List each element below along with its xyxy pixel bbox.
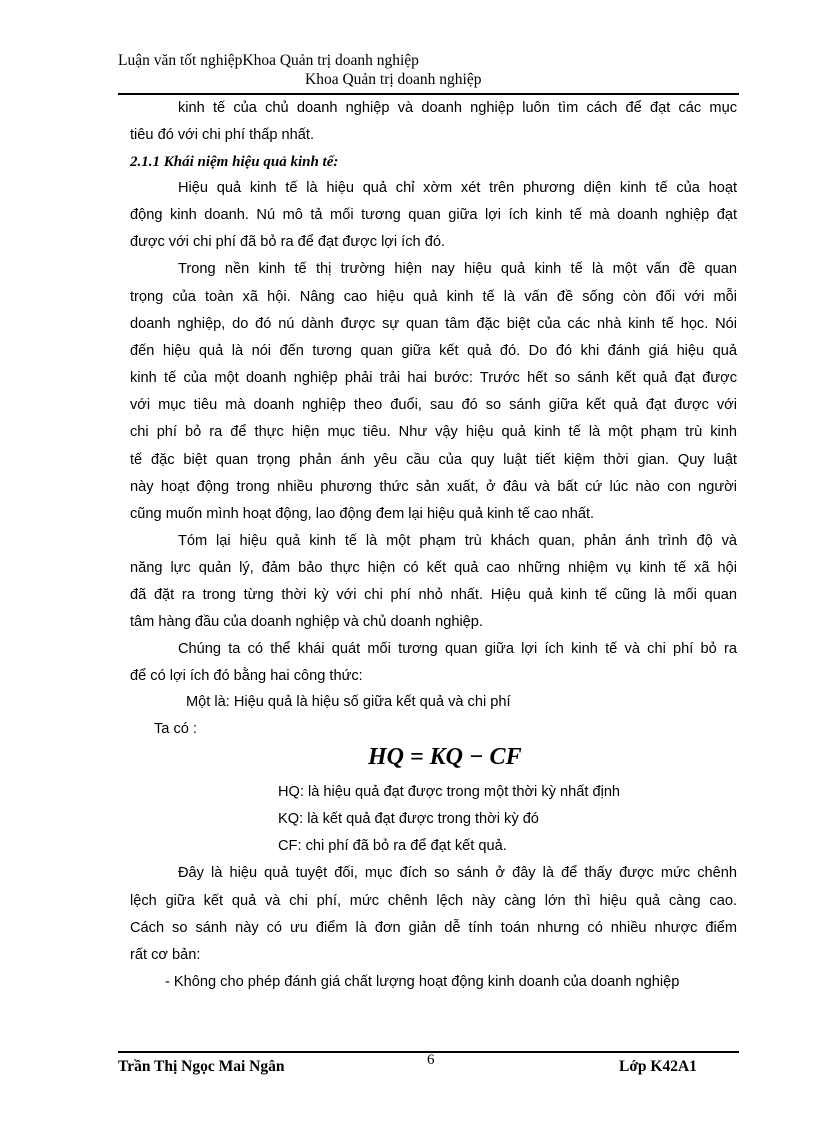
paragraph-line: năng lực quản lý, đảm bảo thực hiện có kết quả cao những nhiệm vụ kinh tế xã hội bbox=[130, 560, 737, 576]
paragraph-line: cũng muốn mình hoạt động, lao động đem lại hiệu quả kinh tế cao nhất. bbox=[130, 506, 595, 522]
paragraph-line: Trong nền kinh tế thị trường hiện nay hiệu quả kinh tế là một vấn đề quan bbox=[178, 261, 737, 277]
paragraph-line: đã đặt ra trong từng thời kỳ với chi phí nhỏ nhất. Hiệu quả kinh tế cũng là mối quan bbox=[130, 587, 737, 603]
paragraph-line: Cách so sánh này có ưu điểm là đơn giản dễ tính toán nhưng có nhiều nhược điểm bbox=[130, 920, 737, 936]
paragraph-line: doanh nghiệp, do đó nú dành được sự quan tâm đặc biệt của các nhà kinh tế học. Nói bbox=[130, 316, 737, 332]
paragraph-line: tế đặc biệt quan trọng phản ánh yêu cầu của quy luật tiết kiệm thời gian. Quy luật bbox=[130, 452, 737, 468]
paragraph-line: Chúng ta có thể khái quát mối tương quan giữa lợi ích kinh tế và chi phí bỏ ra bbox=[178, 641, 737, 657]
section-heading: 2.1.1 Khái niệm hiệu quả kinh tế: bbox=[130, 154, 339, 170]
header-rule bbox=[118, 93, 739, 95]
footer-author: Trần Thị Ngọc Mai Ngân bbox=[118, 1058, 285, 1075]
paragraph-line: Đây là hiệu quả tuyệt đối, mục đích so sánh ở đây là để thấy được mức chênh bbox=[178, 865, 737, 881]
definition-line: KQ: là kết quả đạt được trong thời kỳ đó bbox=[278, 811, 539, 827]
bullet-line: - Không cho phép đánh giá chất lượng hoạt động kinh doanh của doanh nghiệp bbox=[165, 974, 680, 990]
paragraph-line: kinh tế của một doanh nghiệp phải trải hai bước: Trước hết so sánh kết quả đạt được bbox=[130, 370, 737, 386]
paragraph-line: động kinh doanh. Nú mô tả mối tương quan giữa lợi ích kinh tế mà doanh nghiệp đạt bbox=[130, 207, 737, 223]
paragraph-line: rất cơ bản: bbox=[130, 947, 201, 963]
paragraph-line: trọng của toàn xã hội. Nâng cao hiệu quả kinh tế là vấn đề sống còn đối với mỗi bbox=[130, 289, 737, 305]
paragraph-line: được với chi phí đã bỏ ra để đạt được lợi ích đó. bbox=[130, 234, 445, 250]
paragraph-line: để có lợi ích đó bằng hai công thức: bbox=[130, 668, 363, 684]
paragraph-line: tâm hàng đầu của doanh nghiệp và chủ doanh nghiệp. bbox=[130, 614, 483, 630]
paragraph-line: lệch giữa kết quả và chi phí, mức chênh lệch này càng lớn thì hiệu quả càng cao. bbox=[130, 893, 737, 909]
paragraph-line: tiêu đó với chi phí thấp nhất. bbox=[130, 127, 315, 143]
header-line-1: Luận văn tốt nghiệpKhoa Quản trị doanh nghiệp bbox=[118, 52, 419, 69]
paragraph-line: Tóm lại hiệu quả kinh tế là một phạm trù khách quan, phản ánh trình độ và bbox=[178, 533, 737, 549]
paragraph-line: đến hiệu quả là nói đến tương quan giữa kết quả đó. Do đó khi đánh giá hiệu quả bbox=[130, 343, 737, 359]
header-line-2: Khoa Quản trị doanh nghiệp bbox=[305, 71, 482, 88]
formula: HQ = KQ − CF bbox=[368, 744, 522, 770]
paragraph-line: Hiệu quả kinh tế là hiệu quả chỉ xờm xét trên phương diện kinh tế của hoạt bbox=[178, 180, 737, 196]
footer-class: Lớp K42A1 bbox=[619, 1058, 697, 1075]
page-number: 6 bbox=[427, 1052, 435, 1068]
taco-line: Ta có : bbox=[154, 721, 197, 737]
method-line: Một là: Hiệu quả là hiệu số giữa kết quả và chi phí bbox=[186, 694, 511, 710]
paragraph-line: với mục tiêu mà doanh nghiệp theo đuổi, sau đó so sánh giữa kết quả đạt được với bbox=[130, 397, 737, 413]
paragraph-line: chi phí bỏ ra để thực hiện mục tiêu. Như vậy hiệu quả kinh tế là một phạm trù kinh bbox=[130, 424, 737, 440]
paragraph-line: kinh tế của chủ doanh nghiệp và doanh nghiệp luôn tìm cách để đạt các mục bbox=[178, 100, 737, 116]
paragraph-line: này hoạt động trong nhiều phương thức sản xuất, ở đâu và bất cứ lúc nào con người bbox=[130, 479, 737, 495]
definition-line: CF: chi phí đã bỏ ra để đạt kết quả. bbox=[278, 838, 507, 854]
definition-line: HQ: là hiệu quả đạt được trong một thời kỳ nhất định bbox=[278, 784, 621, 800]
